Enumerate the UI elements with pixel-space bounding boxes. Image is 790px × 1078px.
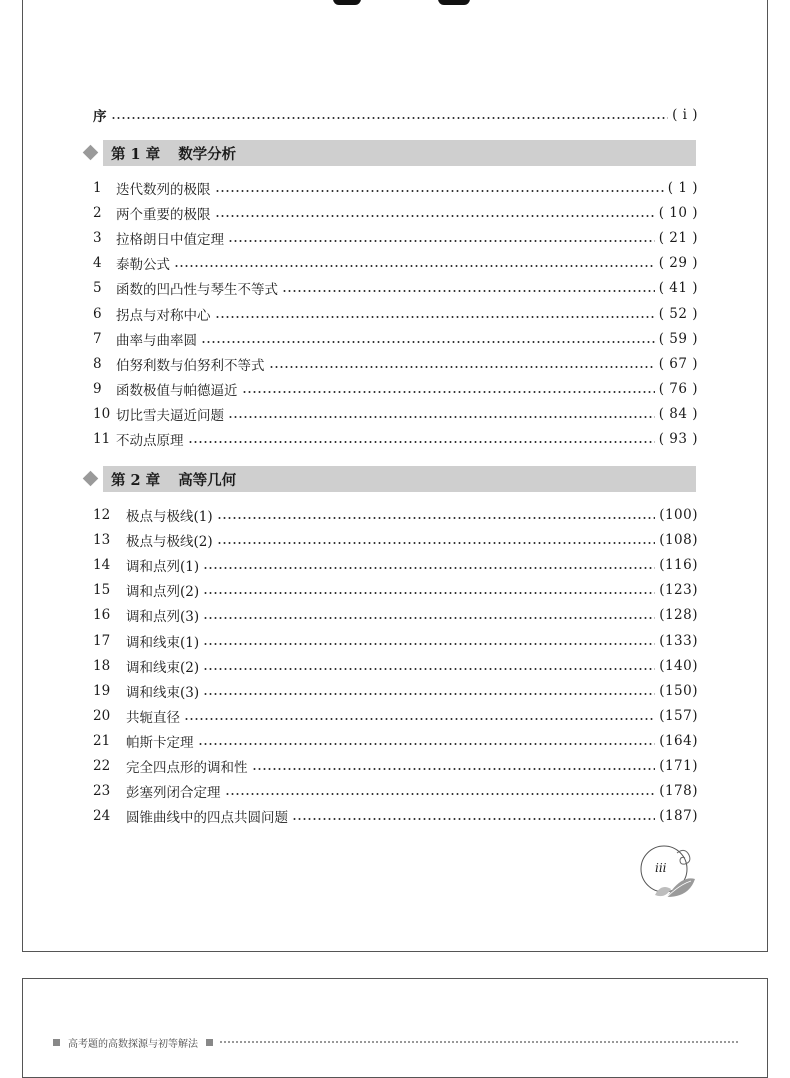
page-number-emblem bbox=[637, 839, 699, 905]
entry-page: ( 10 ) bbox=[658, 205, 698, 222]
entry-number: 2 bbox=[93, 205, 102, 222]
entry-page: (123) bbox=[659, 582, 698, 599]
entry-number: 23 bbox=[93, 783, 111, 800]
square-bullet-icon bbox=[53, 1039, 60, 1046]
dot-leader bbox=[217, 542, 656, 544]
entry-page: (187) bbox=[659, 808, 698, 825]
entry-number: 3 bbox=[93, 230, 102, 247]
entry-title: 极点与极线(1) bbox=[126, 509, 213, 525]
dot-leader bbox=[203, 643, 655, 645]
chapter-1-bar bbox=[103, 140, 696, 166]
entry-title: 圆锥曲线中的四点共圆问题 bbox=[126, 810, 288, 827]
dot-leader bbox=[188, 441, 655, 443]
toc-entry[interactable] bbox=[93, 428, 698, 450]
running-header-title: 高考题的高数探源与初等解法 bbox=[68, 1038, 198, 1050]
entry-page: ( 76 ) bbox=[658, 380, 698, 397]
toc-entry[interactable] bbox=[93, 805, 698, 827]
entry-page: (171) bbox=[659, 758, 698, 774]
entry-number: 18 bbox=[93, 657, 111, 674]
dot-leader bbox=[174, 265, 655, 267]
entry-page: ( 59 ) bbox=[658, 330, 698, 347]
dot-leader bbox=[203, 567, 655, 569]
dot-leader bbox=[198, 743, 656, 745]
entry-page: (157) bbox=[659, 707, 698, 724]
entry-title: 切比雪夫逼近问题 bbox=[116, 407, 224, 424]
entry-title: 调和线束(3) bbox=[126, 684, 200, 701]
toc-entry[interactable] bbox=[93, 277, 698, 299]
entry-page: ( 52 ) bbox=[658, 305, 698, 322]
entry-title: 拉格朗日中值定理 bbox=[116, 232, 224, 249]
entry-number: 11 bbox=[93, 431, 111, 447]
dot-leader bbox=[215, 190, 664, 192]
entry-number: 17 bbox=[93, 632, 111, 649]
toc-entry[interactable] bbox=[93, 504, 698, 526]
toc-entry[interactable] bbox=[93, 780, 698, 802]
entry-page: (178) bbox=[659, 783, 698, 800]
dot-leader bbox=[269, 366, 655, 368]
entry-title: 帕斯卡定理 bbox=[126, 734, 194, 751]
dot-leader bbox=[201, 341, 655, 343]
dot-leader bbox=[242, 391, 655, 393]
diamond-icon bbox=[83, 145, 99, 161]
toc-entry[interactable] bbox=[93, 303, 698, 325]
toc-entry[interactable] bbox=[93, 227, 698, 249]
entry-number: 6 bbox=[93, 305, 102, 322]
toc-page bbox=[22, 0, 768, 952]
entry-title: 泰勒公式 bbox=[116, 257, 170, 274]
square-bullet-icon bbox=[206, 1039, 213, 1046]
entry-title: 调和点列(3) bbox=[126, 609, 200, 626]
entry-title: 函数极值与帕德逼近 bbox=[116, 382, 238, 399]
entry-title: 调和点列(1) bbox=[126, 559, 200, 576]
entry-title: 曲率与曲率圆 bbox=[116, 332, 197, 349]
entry-page: (108) bbox=[659, 532, 698, 549]
toc-entry[interactable] bbox=[93, 579, 698, 601]
entry-title: 共轭直径 bbox=[126, 709, 180, 726]
entry-page: ( 93 ) bbox=[658, 431, 698, 447]
leaf-emblem-icon bbox=[637, 839, 699, 905]
entry-number: 15 bbox=[93, 582, 111, 599]
chapter-1-heading[interactable] bbox=[79, 140, 696, 166]
entry-title: 两个重要的极限 bbox=[116, 207, 211, 224]
entry-page: (133) bbox=[659, 632, 698, 649]
toc-entry[interactable] bbox=[93, 177, 698, 199]
entry-number: 8 bbox=[93, 355, 102, 372]
diamond-icon bbox=[83, 471, 99, 487]
page-number: iii bbox=[655, 861, 667, 875]
entry-number: 22 bbox=[93, 758, 111, 774]
dot-leader bbox=[215, 316, 655, 318]
entry-page: ( 21 ) bbox=[658, 230, 698, 247]
entry-number: 24 bbox=[93, 808, 111, 825]
entry-page: (164) bbox=[659, 732, 698, 749]
dot-leader bbox=[184, 718, 655, 720]
preface-label: 序 bbox=[93, 109, 107, 125]
dot-leader bbox=[203, 592, 655, 594]
toc-preface[interactable] bbox=[93, 104, 698, 126]
header-dot-leader bbox=[219, 1041, 739, 1043]
dot-leader bbox=[282, 290, 655, 292]
entry-page: (140) bbox=[659, 657, 698, 674]
dot-leader bbox=[203, 617, 655, 619]
chapter-2-title: 高等几何 bbox=[178, 471, 237, 489]
toc-entry[interactable] bbox=[93, 730, 698, 752]
entry-page: (128) bbox=[659, 607, 698, 624]
toc-entry[interactable] bbox=[93, 705, 698, 727]
chapter-1-title: 数学分析 bbox=[178, 145, 237, 163]
dot-leader bbox=[217, 517, 656, 519]
toc-entry[interactable] bbox=[93, 252, 698, 274]
entry-title: 迭代数列的极限 bbox=[116, 182, 211, 198]
toc-entry[interactable] bbox=[93, 630, 698, 652]
entry-number: 10 bbox=[93, 405, 111, 422]
chapter-1-number: 第 1 章 bbox=[111, 145, 161, 163]
preface-page: ( ⅰ ) bbox=[672, 107, 698, 123]
dot-leader bbox=[203, 668, 655, 670]
dot-leader bbox=[111, 117, 669, 119]
entry-page: (100) bbox=[659, 507, 698, 523]
running-header bbox=[53, 1034, 739, 1050]
entry-title: 调和点列(2) bbox=[126, 584, 200, 601]
entry-number: 14 bbox=[93, 557, 111, 574]
entry-title: 完全四点形的调和性 bbox=[126, 760, 248, 776]
entry-number: 19 bbox=[93, 682, 111, 699]
toc-entry[interactable] bbox=[93, 554, 698, 576]
dot-leader bbox=[215, 215, 655, 217]
chapter-2-number: 第 2 章 bbox=[111, 471, 161, 489]
entry-page: (150) bbox=[659, 682, 698, 699]
entry-title: 函数的凹凸性与琴生不等式 bbox=[116, 282, 278, 299]
dot-leader bbox=[225, 793, 656, 795]
entry-title: 调和线束(2) bbox=[126, 659, 200, 676]
dot-leader bbox=[292, 818, 655, 820]
toc-entry[interactable] bbox=[93, 378, 698, 400]
entry-number: 9 bbox=[93, 380, 102, 397]
dot-leader bbox=[252, 768, 656, 770]
entry-page: ( 29 ) bbox=[658, 255, 698, 272]
entry-number: 12 bbox=[93, 507, 111, 523]
entry-page: ( 1 ) bbox=[667, 180, 698, 196]
entry-title: 拐点与对称中心 bbox=[116, 307, 211, 324]
entry-number: 13 bbox=[93, 532, 111, 549]
entry-title: 伯努利数与伯努利不等式 bbox=[116, 357, 265, 374]
entry-page: ( 67 ) bbox=[658, 355, 698, 372]
toc-entry[interactable] bbox=[93, 328, 698, 350]
chapter-2-heading[interactable] bbox=[79, 466, 696, 492]
page-title-fragment bbox=[323, 0, 483, 5]
entry-number: 20 bbox=[93, 707, 111, 724]
toc-entry[interactable] bbox=[93, 755, 698, 777]
toc-entry[interactable] bbox=[93, 403, 698, 425]
dot-leader bbox=[228, 416, 655, 418]
entry-title: 调和线束(1) bbox=[126, 634, 200, 651]
toc-entry[interactable] bbox=[93, 529, 698, 551]
chapter-2-bar bbox=[103, 466, 696, 492]
entry-number: 16 bbox=[93, 607, 111, 624]
toc-entry[interactable] bbox=[93, 655, 698, 677]
entry-number: 5 bbox=[93, 280, 102, 297]
entry-number: 7 bbox=[93, 330, 102, 347]
dot-leader bbox=[203, 693, 655, 695]
entry-number: 21 bbox=[93, 732, 111, 749]
entry-number: 1 bbox=[93, 180, 102, 196]
entry-number: 4 bbox=[93, 255, 102, 272]
toc-entry[interactable] bbox=[93, 202, 698, 224]
toc-entry[interactable] bbox=[93, 353, 698, 375]
entry-title: 极点与极线(2) bbox=[126, 534, 213, 551]
entry-page: (116) bbox=[659, 557, 698, 574]
entry-title: 彭塞列闭合定理 bbox=[126, 785, 221, 802]
entry-page: ( 41 ) bbox=[658, 280, 698, 297]
entry-page: ( 84 ) bbox=[658, 405, 698, 422]
toc-entry[interactable] bbox=[93, 680, 698, 702]
entry-title: 不动点原理 bbox=[116, 433, 184, 449]
toc-entry[interactable] bbox=[93, 604, 698, 626]
next-page bbox=[22, 978, 768, 1078]
dot-leader bbox=[228, 240, 655, 242]
